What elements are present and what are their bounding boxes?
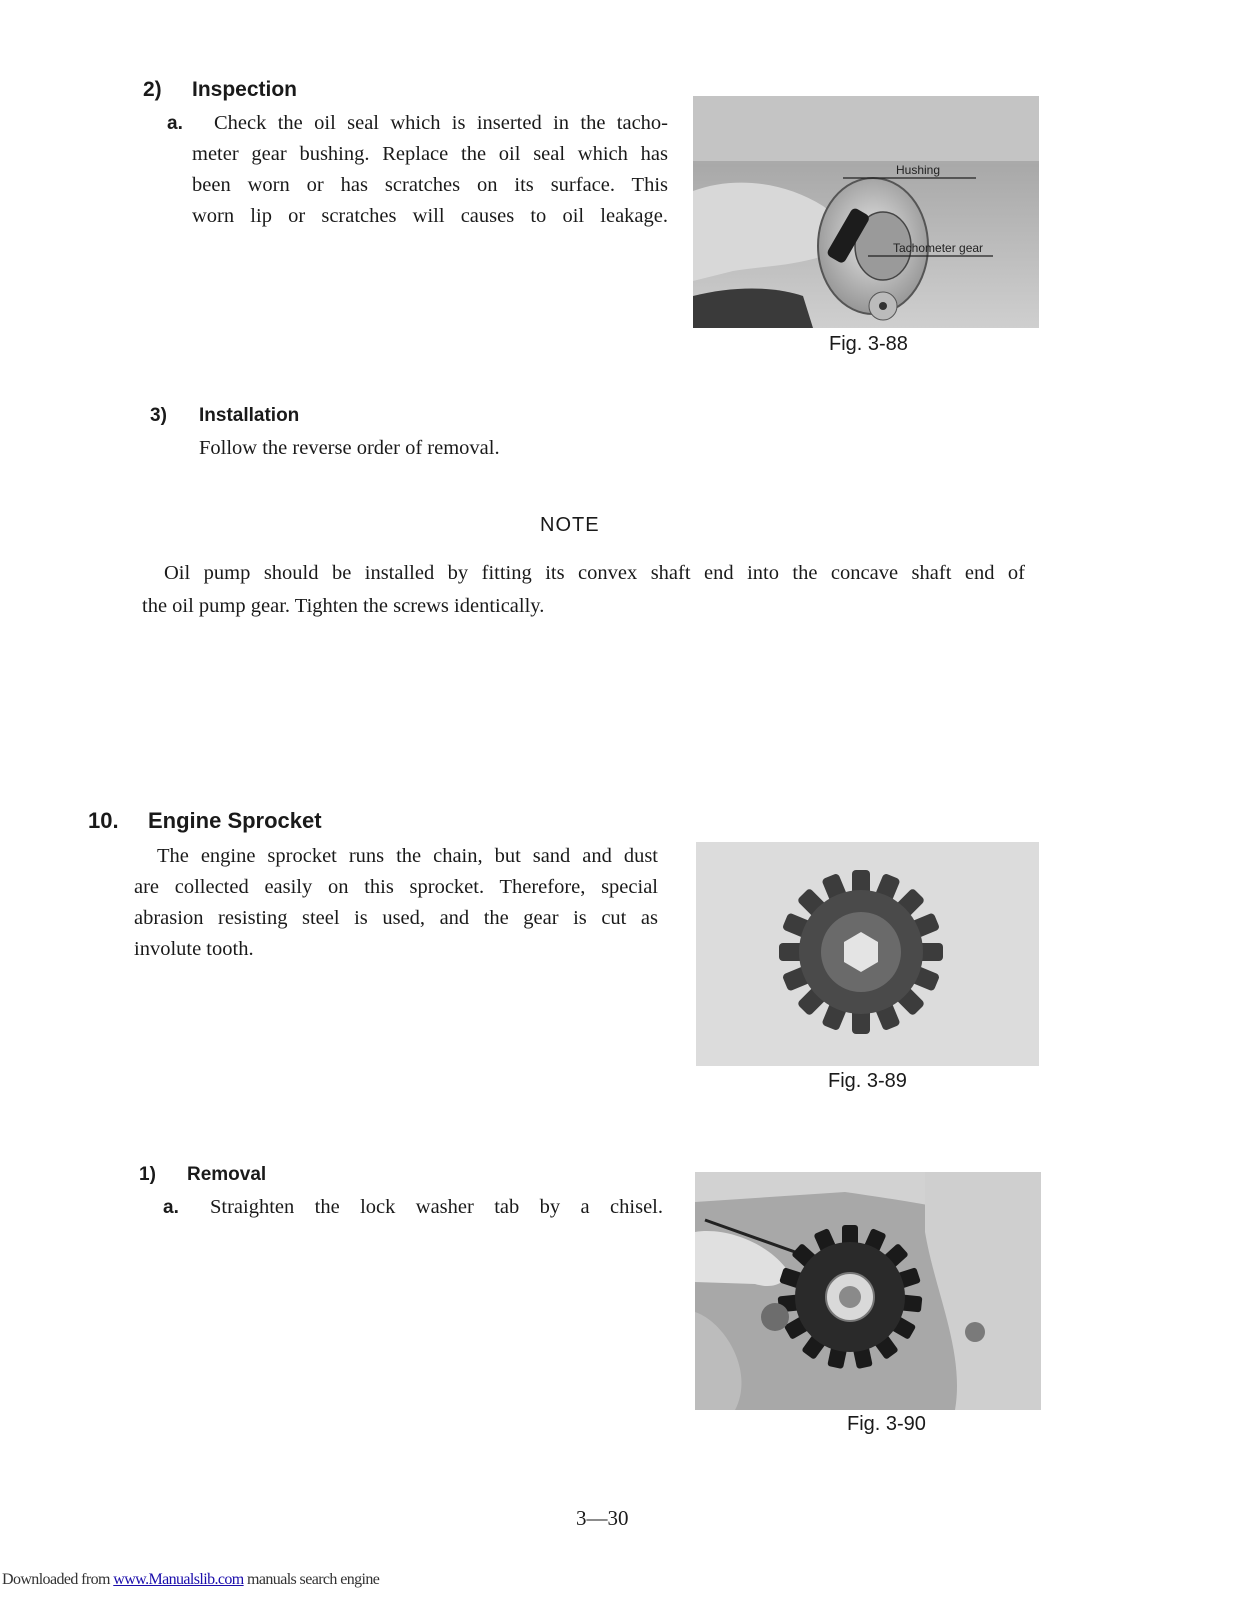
- note-paragraph: [142, 557, 1025, 623]
- installation-heading: Installation: [199, 405, 300, 426]
- installation-text: Follow the reverse order of removal.: [199, 437, 500, 459]
- inspection-heading: Inspection: [192, 78, 298, 101]
- manualslib-link[interactable]: www.Manualslib.com: [113, 1571, 244, 1588]
- inspection-line: Check the oil seal which is inserted in the tacho-: [214, 112, 668, 134]
- fig-3-88-caption: Fig. 3-88: [829, 333, 908, 355]
- footer-prefix: Downloaded from: [2, 1571, 114, 1588]
- footer-suffix: manuals search engine: [243, 1571, 380, 1588]
- sprocket-line: The engine sprocket runs the chain, but sand and dust: [157, 845, 658, 867]
- fig-3-89-photo: [696, 842, 1039, 1066]
- note-heading: NOTE: [540, 514, 600, 536]
- inspection-number: 2): [143, 78, 162, 101]
- sprocket-section-heading: Engine Sprocket: [148, 808, 322, 833]
- note-line: the oil pump gear. Tighten the screws identically.: [142, 595, 545, 617]
- inspection-line: been worn or has scratches on its surface. This: [192, 174, 668, 196]
- fig-3-88-label-tachometer: Tachometer gear: [893, 241, 984, 255]
- inspection-paragraph: [192, 108, 668, 232]
- sprocket-line: involute tooth.: [134, 938, 254, 960]
- removal-number: 1): [139, 1164, 156, 1185]
- fig-3-89-caption: Fig. 3-89: [828, 1070, 907, 1092]
- sprocket-line: abrasion resisting steel is used, and the gear is cut as: [134, 907, 658, 929]
- note-line: Oil pump should be installed by fitting its convex shaft end into the concave shaft end of: [164, 562, 1025, 584]
- fig-3-88-label-bushing: Hushing: [896, 163, 941, 177]
- inspection-item-label: a.: [167, 113, 183, 134]
- page-number: 3—30: [576, 1506, 629, 1530]
- inspection-line: meter gear bushing. Replace the oil seal which has: [192, 143, 668, 165]
- removal-text: Straighten the lock washer tab by a chisel.: [210, 1196, 663, 1218]
- inspection-line: worn lip or scratches will causes to oil leakage.: [192, 205, 668, 227]
- sprocket-section-number: 10.: [88, 808, 119, 833]
- fig-3-90-photo: [695, 1172, 1041, 1410]
- removal-item-label: a.: [163, 1197, 179, 1218]
- sprocket-line: are collected easily on this sprocket. Therefore, special: [134, 876, 658, 898]
- fig-3-90-caption: Fig. 3-90: [847, 1413, 926, 1435]
- fig-3-88-photo: [693, 96, 1039, 328]
- download-footer: [2, 1571, 379, 1589]
- removal-heading: Removal: [187, 1164, 267, 1185]
- sprocket-paragraph: [134, 841, 658, 965]
- installation-number: 3): [150, 405, 167, 426]
